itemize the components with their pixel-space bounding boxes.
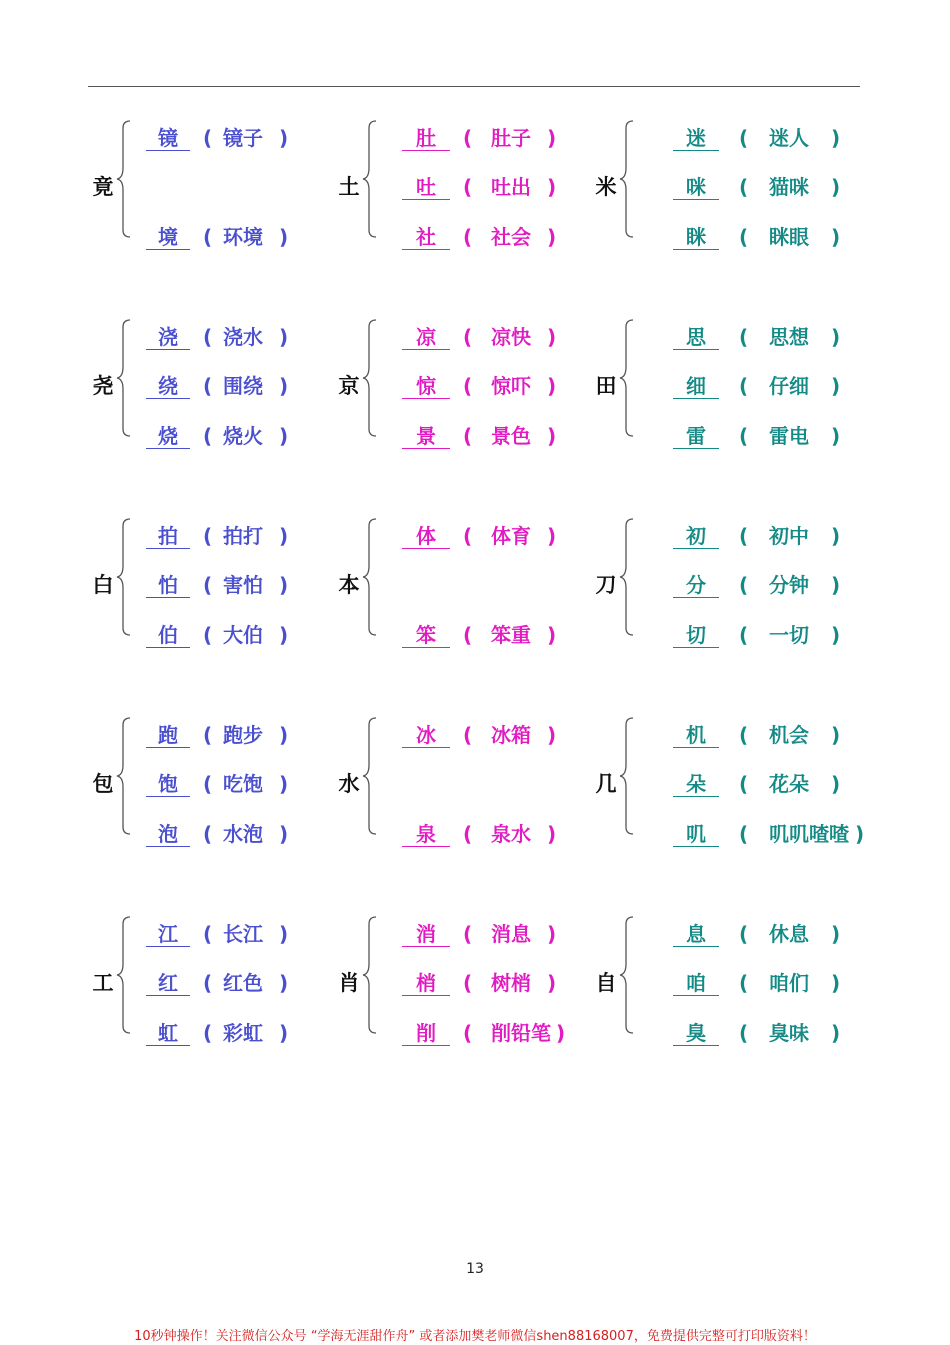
answer-blank: 饱 [146,769,190,799]
close-paren: ) [279,723,289,747]
word-entry [336,968,586,998]
answer-blank: 机 [673,720,719,750]
close-paren: ) [279,524,289,548]
word-entry [336,172,586,202]
root-character: 工 [92,971,114,995]
word-entry [593,1018,843,1048]
character-group [336,717,586,857]
character-group [593,916,843,1056]
character-group [90,120,340,260]
open-paren: ( [463,922,473,946]
example-word: 迷人 [769,126,809,150]
character-group [593,717,865,857]
character-group [90,717,340,857]
close-paren: ) [547,225,557,249]
open-paren: ( [463,1021,473,1045]
example-word: 一切 [769,623,809,647]
answer-blank: 肚 [402,123,450,153]
answer-blank: 眯 [673,222,719,252]
close-paren: ) [279,971,289,995]
word-entry [90,919,340,949]
open-paren: ( [203,325,213,349]
word-entry [593,123,843,153]
answer-blank: 切 [673,620,719,650]
answer-blank: 泉 [402,819,450,849]
answer-blank: 绕 [146,371,190,401]
word-entry [90,371,340,401]
close-paren: ) [831,1021,841,1045]
answer-blank: 消 [402,919,450,949]
example-word: 环境 [223,225,263,249]
close-paren: ) [279,1021,289,1045]
character-group [90,319,340,459]
open-paren: ( [203,126,213,150]
open-paren: ( [203,374,213,398]
open-paren: ( [739,424,749,448]
word-entry [593,620,843,650]
word-entry [593,769,843,799]
close-paren: ) [547,971,557,995]
answer-blank: 江 [146,919,190,949]
root-character: 自 [595,971,617,995]
character-group [593,319,843,459]
example-word: 仔细 [769,374,809,398]
example-word: 休息 [769,922,809,946]
word-entry [593,322,843,352]
open-paren: ( [739,573,749,597]
top-rule [88,86,860,87]
root-character: 田 [595,374,617,398]
open-paren: ( [463,126,473,150]
word-entry [593,720,843,750]
example-word: 雷电 [769,424,809,448]
open-paren: ( [739,723,749,747]
example-word: 笨重 [491,623,531,647]
answer-blank: 社 [402,222,450,252]
open-paren: ( [463,623,473,647]
example-word: 花朵 [769,772,809,796]
example-word: 围绕 [223,374,263,398]
word-entry [336,620,586,650]
close-paren: ) [547,126,557,150]
close-paren: ) [279,126,289,150]
root-character: 包 [92,772,114,796]
root-character: 竟 [92,175,114,199]
example-word: 削铅笔 [491,1021,551,1045]
open-paren: ( [463,374,473,398]
open-paren: ( [203,723,213,747]
close-paren: ) [831,772,841,796]
answer-blank: 怕 [146,570,190,600]
example-word: 跑步 [223,723,263,747]
root-character: 本 [338,573,360,597]
character-group [90,518,340,658]
example-word: 害怕 [223,573,263,597]
example-word: 凉快 [491,325,531,349]
footer-note: 10秒钟操作！关注微信公众号 “学海无涯甜作舟” 或者添加樊老师微信shen88168007，免费提供完整可打印版资料！ [134,1329,816,1344]
answer-blank: 烧 [146,421,190,451]
answer-blank: 思 [673,322,719,352]
close-paren: ) [831,573,841,597]
open-paren: ( [203,971,213,995]
root-character: 刀 [595,573,617,597]
word-entry [90,819,340,849]
example-word: 彩虹 [223,1021,263,1045]
example-word: 吐出 [491,175,531,199]
example-word: 机会 [769,723,809,747]
example-word: 肚子 [491,126,531,150]
open-paren: ( [463,225,473,249]
word-entry [336,322,586,352]
word-entry [336,919,586,949]
open-paren: ( [739,922,749,946]
close-paren: ) [831,971,841,995]
close-paren: ) [831,424,841,448]
open-paren: ( [739,225,749,249]
example-word: 惊吓 [491,374,531,398]
open-paren: ( [739,772,749,796]
close-paren: ) [547,723,557,747]
open-paren: ( [463,424,473,448]
answer-blank: 梢 [402,968,450,998]
answer-blank: 笨 [402,620,450,650]
close-paren: ) [547,374,557,398]
example-word: 大伯 [223,623,263,647]
answer-blank: 细 [673,371,719,401]
word-entry [593,968,843,998]
close-paren: ) [279,623,289,647]
character-group [593,518,843,658]
answer-blank: 削 [402,1018,450,1048]
open-paren: ( [463,971,473,995]
answer-blank: 咪 [673,172,719,202]
open-paren: ( [463,325,473,349]
open-paren: ( [203,772,213,796]
close-paren: ) [831,175,841,199]
answer-blank: 息 [673,919,719,949]
example-word: 红色 [223,971,263,995]
example-word: 体育 [491,524,531,548]
word-entry [593,521,843,551]
example-word: 咱们 [769,971,809,995]
example-word: 水泡 [223,822,263,846]
root-character: 白 [92,573,114,597]
answer-blank: 体 [402,521,450,551]
example-word: 泉水 [491,822,531,846]
word-entry [336,1018,586,1048]
answer-blank: 冰 [402,720,450,750]
close-paren: ) [279,772,289,796]
open-paren: ( [739,971,749,995]
close-paren: ) [547,424,557,448]
close-paren: ) [556,1021,566,1045]
word-entry [593,819,865,849]
answer-blank: 凉 [402,322,450,352]
close-paren: ) [279,225,289,249]
close-paren: ) [279,822,289,846]
close-paren: ) [831,922,841,946]
word-entry [90,1018,340,1048]
answer-blank: 浇 [146,322,190,352]
word-entry [336,819,586,849]
word-entry [336,222,586,252]
character-group [336,319,586,459]
character-group [336,120,586,260]
open-paren: ( [739,623,749,647]
answer-blank: 分 [673,570,719,600]
word-entry [90,968,340,998]
example-word: 浇水 [223,325,263,349]
open-paren: ( [463,175,473,199]
close-paren: ) [831,623,841,647]
word-entry [90,570,340,600]
open-paren: ( [203,1021,213,1045]
open-paren: ( [203,822,213,846]
open-paren: ( [203,922,213,946]
open-paren: ( [203,524,213,548]
open-paren: ( [739,175,749,199]
answer-blank: 境 [146,222,190,252]
example-word: 吃饱 [223,772,263,796]
close-paren: ) [279,573,289,597]
answer-blank: 吐 [402,172,450,202]
open-paren: ( [463,723,473,747]
close-paren: ) [547,175,557,199]
answer-blank: 叽 [673,819,719,849]
example-word: 臭味 [769,1021,809,1045]
answer-blank: 初 [673,521,719,551]
answer-blank: 伯 [146,620,190,650]
character-group [336,518,586,658]
root-character: 土 [338,175,360,199]
example-word: 景色 [491,424,531,448]
answer-blank: 跑 [146,720,190,750]
close-paren: ) [279,325,289,349]
example-word: 社会 [491,225,531,249]
example-word: 冰箱 [491,723,531,747]
answer-blank: 臭 [673,1018,719,1048]
word-entry [336,123,586,153]
answer-blank: 咱 [673,968,719,998]
character-group [90,916,340,1056]
word-entry [336,421,586,451]
root-character: 水 [338,772,360,796]
open-paren: ( [739,374,749,398]
example-word: 拍打 [223,524,263,548]
root-character: 米 [595,175,617,199]
example-word: 消息 [491,922,531,946]
word-entry [593,919,843,949]
example-word: 叽叽喳喳 [769,822,849,846]
close-paren: ) [831,126,841,150]
close-paren: ) [279,424,289,448]
word-entry [90,769,340,799]
open-paren: ( [739,1021,749,1045]
answer-blank: 镜 [146,123,190,153]
example-word: 思想 [769,325,809,349]
example-word: 镜子 [223,126,263,150]
close-paren: ) [279,922,289,946]
character-group [336,916,586,1056]
answer-blank: 虹 [146,1018,190,1048]
answer-blank: 雷 [673,421,719,451]
answer-blank: 景 [402,421,450,451]
example-word: 树梢 [491,971,531,995]
word-entry [90,123,340,153]
answer-blank: 红 [146,968,190,998]
word-entry [90,222,340,252]
answer-blank: 迷 [673,123,719,153]
word-entry [593,172,843,202]
word-entry [90,720,340,750]
open-paren: ( [739,126,749,150]
root-character: 肖 [338,971,360,995]
word-entry [336,521,586,551]
word-entry [90,322,340,352]
example-word: 分钟 [769,573,809,597]
word-entry [593,371,843,401]
word-entry [593,222,843,252]
close-paren: ) [547,325,557,349]
example-word: 烧火 [223,424,263,448]
word-entry [90,421,340,451]
open-paren: ( [463,524,473,548]
open-paren: ( [203,573,213,597]
open-paren: ( [203,424,213,448]
word-entry [336,371,586,401]
word-entry [90,521,340,551]
close-paren: ) [547,822,557,846]
open-paren: ( [739,822,749,846]
open-paren: ( [463,822,473,846]
answer-blank: 惊 [402,371,450,401]
close-paren: ) [831,325,841,349]
close-paren: ) [547,524,557,548]
character-group [593,120,843,260]
example-word: 初中 [769,524,809,548]
open-paren: ( [739,524,749,548]
word-entry [90,620,340,650]
close-paren: ) [831,374,841,398]
open-paren: ( [203,225,213,249]
root-character: 京 [338,374,360,398]
answer-blank: 泡 [146,819,190,849]
answer-blank: 拍 [146,521,190,551]
close-paren: ) [279,374,289,398]
word-entry [336,720,586,750]
answer-blank: 朵 [673,769,719,799]
example-word: 眯眼 [769,225,809,249]
close-paren: ) [547,922,557,946]
close-paren: ) [547,623,557,647]
open-paren: ( [739,325,749,349]
root-character: 几 [595,772,617,796]
close-paren: ) [831,723,841,747]
open-paren: ( [203,623,213,647]
example-word: 长江 [223,922,263,946]
word-entry [593,570,843,600]
close-paren: ) [855,822,865,846]
close-paren: ) [831,225,841,249]
example-word: 猫咪 [769,175,809,199]
page-number: 13 [466,1261,484,1277]
close-paren: ) [831,524,841,548]
word-entry [593,421,843,451]
root-character: 尧 [92,374,114,398]
